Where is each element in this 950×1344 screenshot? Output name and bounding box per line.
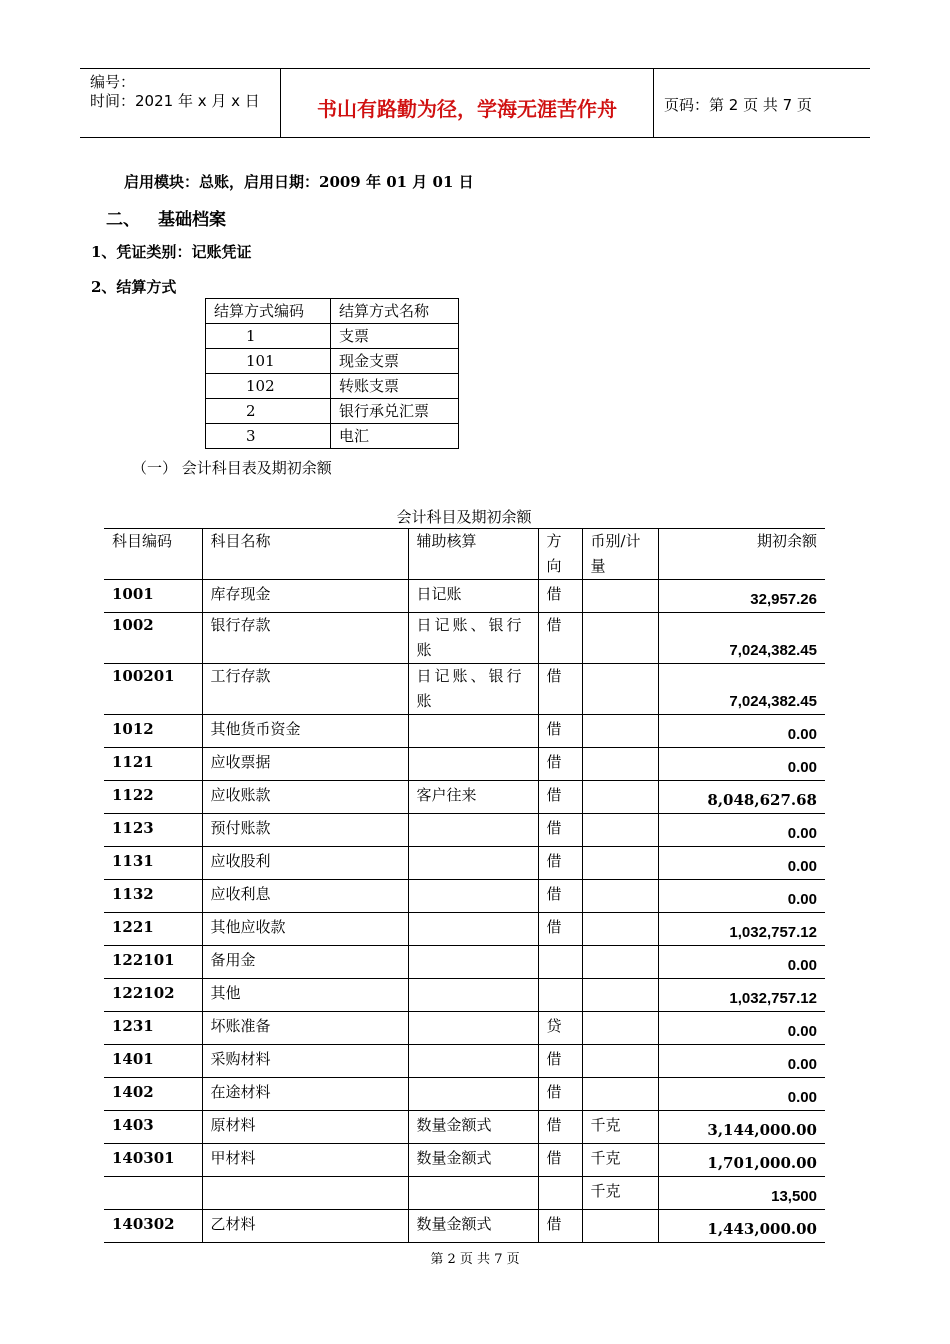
account-name: 采购材料 xyxy=(202,1045,408,1078)
account-name: 预付账款 xyxy=(202,814,408,847)
unit xyxy=(582,880,658,913)
auxiliary xyxy=(408,1177,538,1210)
table-row xyxy=(104,613,825,664)
account-name: 其他应收款 xyxy=(202,913,408,946)
auxiliary xyxy=(408,715,538,748)
table-header-row xyxy=(206,299,459,324)
header-meta-cell xyxy=(80,69,281,137)
account-name: 坏账准备 xyxy=(202,1012,408,1045)
account-name: 应收利息 xyxy=(202,880,408,913)
account-code: 122101 xyxy=(104,946,202,979)
auxiliary xyxy=(408,979,538,1012)
direction: 借 xyxy=(538,781,582,814)
auxiliary xyxy=(408,946,538,979)
item-voucher-type: 1、凭证类别：记账凭证 xyxy=(91,243,252,261)
opening-balance: 8,048,627.68 xyxy=(658,781,825,814)
header-page-cell xyxy=(654,69,870,137)
direction: 借 xyxy=(538,814,582,847)
direction: 借 xyxy=(538,580,582,613)
header-cell: 方向 xyxy=(538,529,582,580)
direction xyxy=(538,1177,582,1210)
direction: 借 xyxy=(538,1144,582,1177)
header-cell: 结算方式名称 xyxy=(331,299,459,324)
account-name: 其他货币资金 xyxy=(202,715,408,748)
auxiliary: 客户往来 xyxy=(408,781,538,814)
direction: 借 xyxy=(538,1111,582,1144)
account-name: 在途材料 xyxy=(202,1078,408,1111)
table-row xyxy=(104,1144,825,1177)
settlement-code: 3 xyxy=(206,424,331,449)
unit xyxy=(582,664,658,715)
settlement-name: 现金支票 xyxy=(331,349,459,374)
unit xyxy=(582,781,658,814)
table-row xyxy=(104,1177,825,1210)
direction xyxy=(538,979,582,1012)
auxiliary: 数量金额式 xyxy=(408,1210,538,1243)
direction: 借 xyxy=(538,1210,582,1243)
header-cell: 辅助核算 xyxy=(408,529,538,580)
account-code: 140302 xyxy=(104,1210,202,1243)
direction xyxy=(538,946,582,979)
account-name: 备用金 xyxy=(202,946,408,979)
account-name: 应收股利 xyxy=(202,847,408,880)
doc-time: 时间：2021 年 x 月 x 日 xyxy=(90,92,260,110)
direction: 借 xyxy=(538,847,582,880)
settlement-code: 102 xyxy=(206,374,331,399)
opening-balance: 3,144,000.00 xyxy=(658,1111,825,1144)
opening-balance: 1,701,000.00 xyxy=(658,1144,825,1177)
table-header-row xyxy=(104,529,825,580)
auxiliary xyxy=(408,1012,538,1045)
account-code: 140301 xyxy=(104,1144,202,1177)
account-code: 1401 xyxy=(104,1045,202,1078)
opening-balance: 0.00 xyxy=(658,1045,825,1078)
header-motto-cell xyxy=(281,69,654,137)
account-name: 乙材料 xyxy=(202,1210,408,1243)
doc-number: 编号： xyxy=(90,73,136,91)
auxiliary xyxy=(408,1078,538,1111)
header-cell: 结算方式编码 xyxy=(206,299,331,324)
unit: 千克 xyxy=(582,1144,658,1177)
auxiliary: 日记账 xyxy=(408,580,538,613)
table-row xyxy=(206,374,459,399)
table-row xyxy=(104,1045,825,1078)
direction: 借 xyxy=(538,1078,582,1111)
unit xyxy=(582,1210,658,1243)
account-code: 1132 xyxy=(104,880,202,913)
table-row xyxy=(104,880,825,913)
header-cell: 期初余额 xyxy=(658,529,825,580)
auxiliary: 日记账、银行账 xyxy=(408,664,538,715)
direction: 借 xyxy=(538,913,582,946)
account-name: 银行存款 xyxy=(202,613,408,664)
settlement-code: 1 xyxy=(206,324,331,349)
opening-balance: 0.00 xyxy=(658,946,825,979)
opening-balance: 0.00 xyxy=(658,1012,825,1045)
opening-balance: 0.00 xyxy=(658,1078,825,1111)
settlement-name: 电汇 xyxy=(331,424,459,449)
account-name: 工行存款 xyxy=(202,664,408,715)
settlement-name: 银行承兑汇票 xyxy=(331,399,459,424)
item-settlement: 2、结算方式 xyxy=(91,278,177,296)
table-row xyxy=(206,324,459,349)
unit xyxy=(582,979,658,1012)
auxiliary xyxy=(408,748,538,781)
account-name: 其他 xyxy=(202,979,408,1012)
auxiliary xyxy=(408,847,538,880)
unit xyxy=(582,748,658,781)
account-code: 1131 xyxy=(104,847,202,880)
table-row xyxy=(104,1078,825,1111)
auxiliary: 数量金额式 xyxy=(408,1144,538,1177)
account-code xyxy=(104,1177,202,1210)
account-code: 1121 xyxy=(104,748,202,781)
settlement-code: 2 xyxy=(206,399,331,424)
opening-balance: 0.00 xyxy=(658,880,825,913)
unit xyxy=(582,613,658,664)
intro-line: 启用模块：总账，启用日期：2009 年 01 月 01 日 xyxy=(124,173,474,191)
table-row xyxy=(104,1111,825,1144)
table-row xyxy=(206,349,459,374)
section-number: 二、 xyxy=(106,210,140,230)
opening-balance: 0.00 xyxy=(658,814,825,847)
accounts-body xyxy=(104,580,825,1243)
table-row xyxy=(104,847,825,880)
settlement-body xyxy=(206,324,459,449)
unit xyxy=(582,580,658,613)
account-name: 原材料 xyxy=(202,1111,408,1144)
account-code: 1231 xyxy=(104,1012,202,1045)
page-header xyxy=(80,68,870,138)
auxiliary: 数量金额式 xyxy=(408,1111,538,1144)
account-name xyxy=(202,1177,408,1210)
table-row xyxy=(104,1012,825,1045)
account-name: 应收票据 xyxy=(202,748,408,781)
auxiliary xyxy=(408,814,538,847)
section-title: 基础档案 xyxy=(158,210,226,230)
unit: 千克 xyxy=(582,1111,658,1144)
table-row xyxy=(104,913,825,946)
auxiliary xyxy=(408,880,538,913)
opening-balance: 1,443,000.00 xyxy=(658,1210,825,1243)
auxiliary: 日记账、银行账 xyxy=(408,613,538,664)
settlement-name: 支票 xyxy=(331,324,459,349)
account-name: 应收账款 xyxy=(202,781,408,814)
settlement-table xyxy=(205,298,459,449)
account-code: 1001 xyxy=(104,580,202,613)
motto: 书山有路勤为径，学海无涯苦作舟 xyxy=(317,97,617,121)
unit xyxy=(582,1012,658,1045)
unit xyxy=(582,913,658,946)
direction: 借 xyxy=(538,1045,582,1078)
table-row xyxy=(206,399,459,424)
subsection-title: （一） 会计科目表及期初余额 xyxy=(132,459,332,477)
unit: 千克 xyxy=(582,1177,658,1210)
table-caption: 会计科目及期初余额 xyxy=(396,508,532,526)
direction: 借 xyxy=(538,613,582,664)
opening-balance: 1,032,757.12 xyxy=(658,979,825,1012)
table-row xyxy=(104,715,825,748)
table-row xyxy=(104,748,825,781)
account-code: 1403 xyxy=(104,1111,202,1144)
account-code: 122102 xyxy=(104,979,202,1012)
auxiliary xyxy=(408,913,538,946)
account-code: 1122 xyxy=(104,781,202,814)
auxiliary xyxy=(408,1045,538,1078)
table-row xyxy=(104,979,825,1012)
direction: 借 xyxy=(538,748,582,781)
account-code: 1002 xyxy=(104,613,202,664)
header-cell: 科目名称 xyxy=(202,529,408,580)
table-row xyxy=(206,424,459,449)
opening-balance: 1,032,757.12 xyxy=(658,913,825,946)
header-cell: 科目编码 xyxy=(104,529,202,580)
direction: 借 xyxy=(538,715,582,748)
page-footer: 第 2 页 共 7 页 xyxy=(430,1252,520,1267)
unit xyxy=(582,946,658,979)
settlement-name: 转账支票 xyxy=(331,374,459,399)
opening-balance: 0.00 xyxy=(658,715,825,748)
table-row xyxy=(104,1210,825,1243)
table-row xyxy=(104,664,825,715)
opening-balance: 0.00 xyxy=(658,748,825,781)
account-code: 1221 xyxy=(104,913,202,946)
header-cell: 币别/计量 xyxy=(582,529,658,580)
table-row xyxy=(104,946,825,979)
table-row xyxy=(104,781,825,814)
opening-balance: 7,024,382.45 xyxy=(658,664,825,715)
table-row xyxy=(104,580,825,613)
table-row xyxy=(104,814,825,847)
opening-balance: 7,024,382.45 xyxy=(658,613,825,664)
unit xyxy=(582,814,658,847)
account-name: 甲材料 xyxy=(202,1144,408,1177)
account-code: 1402 xyxy=(104,1078,202,1111)
unit xyxy=(582,715,658,748)
opening-balance: 0.00 xyxy=(658,847,825,880)
unit xyxy=(582,1078,658,1111)
direction: 贷 xyxy=(538,1012,582,1045)
opening-balance: 13,500 xyxy=(658,1177,825,1210)
account-code: 100201 xyxy=(104,664,202,715)
account-code: 1123 xyxy=(104,814,202,847)
unit xyxy=(582,847,658,880)
direction: 借 xyxy=(538,664,582,715)
accounts-table xyxy=(104,528,825,1243)
opening-balance: 32,957.26 xyxy=(658,580,825,613)
account-name: 库存现金 xyxy=(202,580,408,613)
settlement-code: 101 xyxy=(206,349,331,374)
account-code: 1012 xyxy=(104,715,202,748)
page-number: 页码：第 2 页 共 7 页 xyxy=(664,96,812,114)
direction: 借 xyxy=(538,880,582,913)
unit xyxy=(582,1045,658,1078)
